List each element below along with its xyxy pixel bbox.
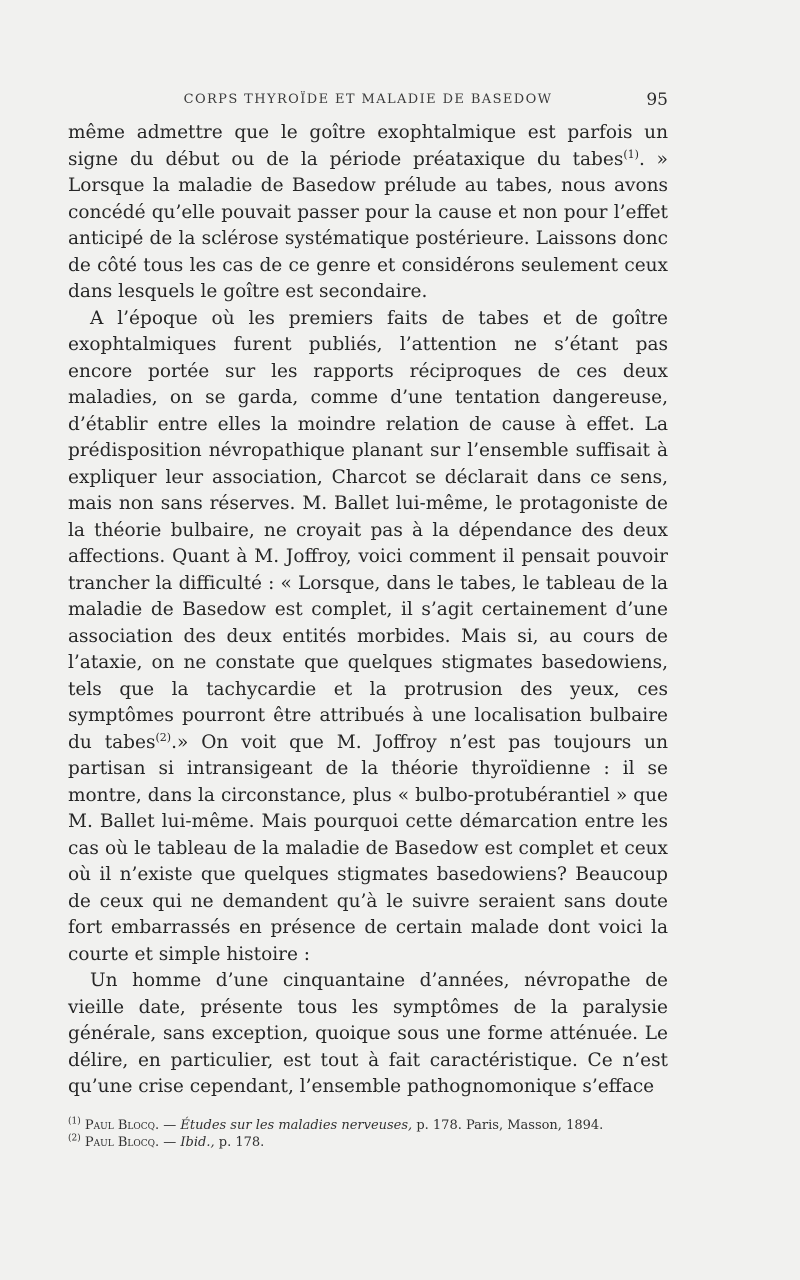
footnote-1-dash: — <box>159 1117 181 1133</box>
running-head <box>68 90 668 116</box>
running-title: CORPS THYROÏDE ET MALADIE DE BASEDOW <box>183 92 553 107</box>
paragraph-3: Un homme d’une cinquantaine d’années, névropathe de vieille date, présente tous les symptômes de la paralysie générale, sans exception, quoique sous une forme atténuée. Le délire, en particulier, est tout à fait caractéristique. Ce n’est qu’une crise cependant, l’ensemble pathognomonique s’efface <box>68 970 668 1097</box>
footnote-1-author: Paul Blocq. <box>84 1117 160 1133</box>
footnotes <box>68 1117 668 1151</box>
footnote-2-author: Paul Blocq. <box>84 1134 160 1150</box>
footnote-2-title: Ibid., <box>180 1134 215 1150</box>
footnote-2-dash: — <box>159 1134 181 1150</box>
footnote-1-marker: (1) <box>68 1116 81 1127</box>
paragraph-2-end: .» On voit que M. Joffroy n’est pas toujours un partisan si intransigeant de la théorie thyroïdienne : il se montre, dans la circonstance, plus « bulbo-protubérantiel » que M. Ballet lui-même. Mais pourquoi cette démarcation entre les cas où le tableau de la maladie de Basedow est complet et ceux où il n’existe que quelques stigmates basedowiens? Beaucoup de ceux qui ne demandent qu’à le suivre seraient sans doute fort embarrassés en présence de certain malade dont voici la courte et simple histoire : <box>68 731 668 965</box>
footnote-1 <box>68 1117 668 1134</box>
text-body <box>68 120 668 1101</box>
footnote-1-title: Études sur les maladies nerveuses, <box>180 1117 413 1133</box>
paragraph-1-end: . » Lorsque la maladie de Basedow prélude au tabes, nous avons concédé qu’elle pouvait passer pour la cause et non pour l’effet anticipé de la sclérose systématique postérieure. Laissons donc de côté tous les cas de ce genre et considérons seulement ceux dans lesquels le goître est secondaire. <box>68 148 668 302</box>
footnote-2-marker: (2) <box>68 1133 81 1144</box>
book-page <box>68 90 668 1151</box>
footnote-2 <box>68 1134 668 1151</box>
paragraph-2 <box>68 306 668 969</box>
paragraph-2-text: A l’époque où les premiers faits de tabes et de goître exophtalmiques furent publiés, l’attention ne s’étant pas encore portée sur les rapports réciproques de ces deux maladies, on se garda, comme d’une tentation dangereuse, d’établir entre elles la moindre relation de cause à effet. La prédisposition névropathique planant sur l’ensemble suffisait à expliquer leur association, Charcot se déclarait dans ce sens, mais non sans réserves. M. Ballet lui-même, le protagoniste de la théorie bulbaire, ne croyait pas à la dépendance des deux affections. Quant à M. Joffroy, voici comment il pensait pouvoir trancher la difficulté : « Lorsque, dans le tabes, le tableau de la maladie de Basedow est complet, il s’agit certainement d’une association des deux entités morbides. Mais si, au cours de l’ataxie, on ne constate que quelques stigmates basedowiens, tels que la tachycardie et la protrusion des yeux, ces symptômes pourront être attribués à une localisation bulbaire du tabes <box>68 307 668 753</box>
footnote-ref-2: (2) <box>155 730 172 744</box>
paragraph-1-text: même admettre que le goître exophtalmique est parfois un signe du début ou de la période préataxique du tabes <box>68 122 668 170</box>
footnote-1-rest: p. 178. Paris, Masson, 1894. <box>412 1117 604 1133</box>
footnote-ref-1: (1) <box>623 147 639 161</box>
footnote-2-rest: p. 178. <box>214 1134 265 1150</box>
page-number: 95 <box>646 90 668 110</box>
paragraph-1 <box>68 120 668 306</box>
